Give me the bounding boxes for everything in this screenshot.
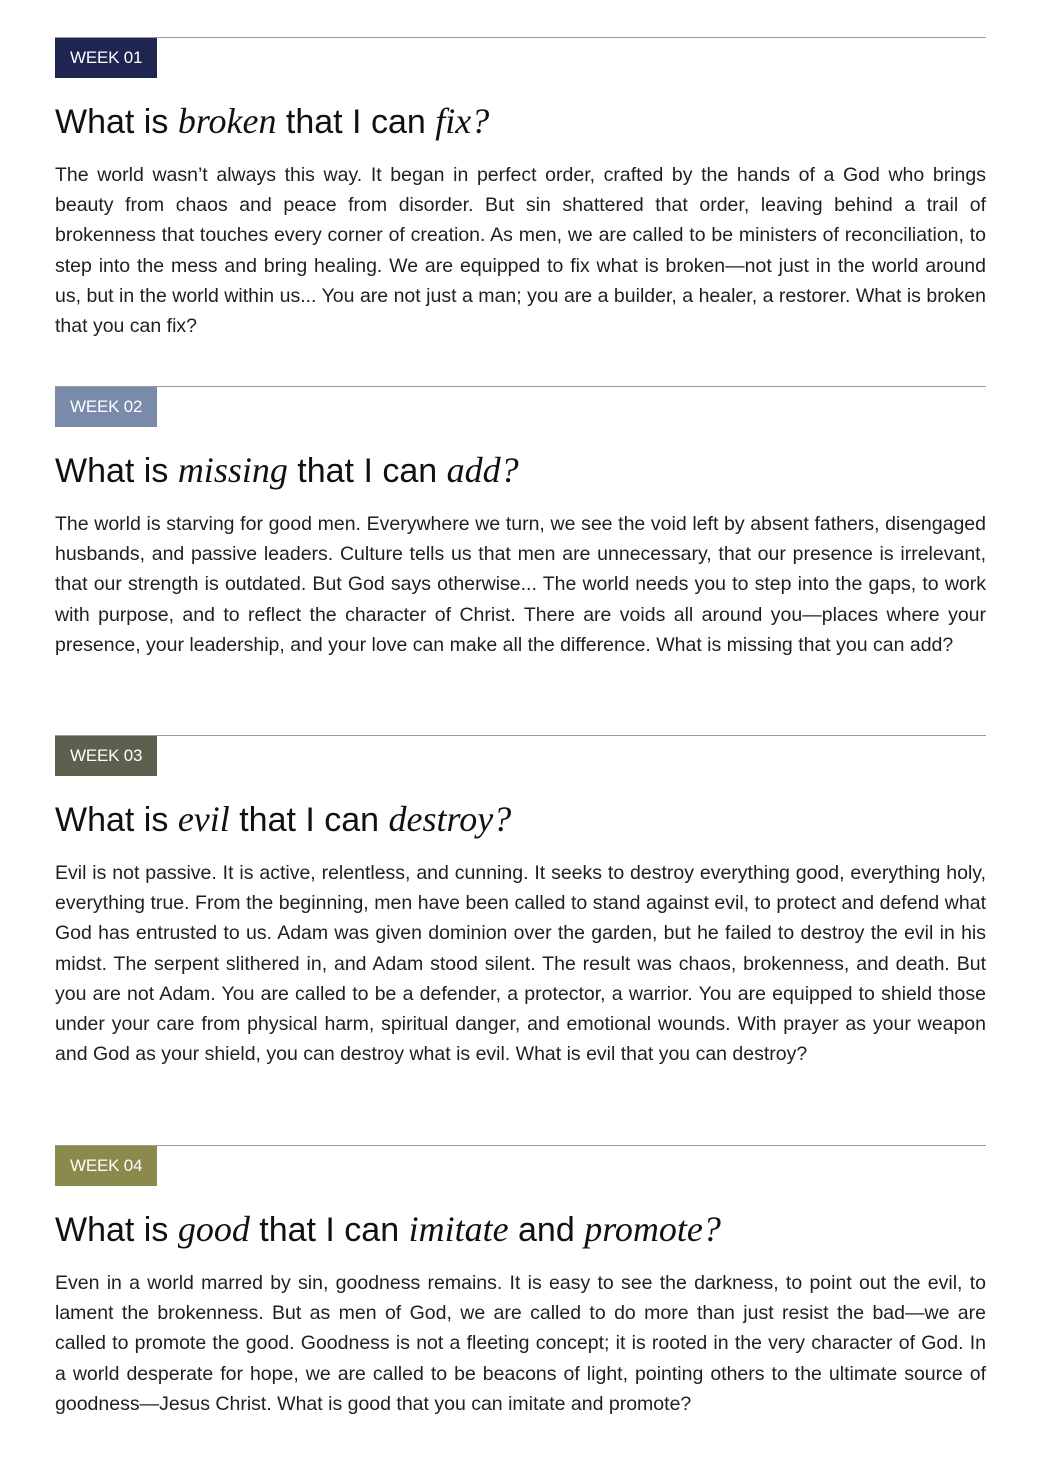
section-divider (55, 386, 986, 387)
heading-mid: that I can (229, 801, 389, 839)
heading-emphasis-1: broken (177, 101, 277, 141)
section-body: Evil is not passive. It is active, relentless, and cunning. It seeks to destroy everything good, everything holy, everything true. From the beginning, men have been called to stand against evil, to protect and defend what God has entrusted to us. Adam was given dominion over the garden, but he failed to destroy the evil in his midst. The serpent slithered in, and Adam stood silent. The result was chaos, brokenness, and death. But you are not Adam. You are called to be a defender, a protector, a warrior. You are equipped to shield those under your care from physical harm, spiritual danger, and emotional wounds. With prayer as your weapon and God as your shield, you can destroy what is evil. What is evil that you can destroy? (55, 862, 986, 1066)
section-body: The world is starving for good men. Everywhere we turn, we see the void left by absent fathers, disengaged husbands, and passive leaders. Culture tells us that men are unnecessary, that our presence is irrelevant, that our strength is outdated. But God says otherwise... The world needs you to step into the gaps, to work with purpose, and to reflect the character of Christ. There are voids all around you—places where your presence, your leadership, and your love can make all the difference. What is missing that you can add? (55, 513, 986, 656)
heading-emphasis-1: missing (177, 450, 288, 490)
heading-mid: that I can (249, 1211, 409, 1249)
section-divider (55, 1145, 986, 1146)
section-divider (55, 735, 986, 736)
heading-lead: What is (55, 1211, 178, 1249)
heading-lead: What is (55, 103, 178, 141)
section-heading (55, 101, 489, 142)
section-body: The world wasn’t always this way. It began in perfect order, crafted by the hands of a God who brings beauty from chaos and peace from disorder. But sin shattered that order, leaving behind a trail of brokenness that touches every corner of creation. As men, we are called to be ministers of reconciliation, to step into the mess and bring healing. We are equipped to fix what is broken—not just in the world around us, but in the world within us... You are not just a man; you are a builder, a healer, a restorer. What is broken that you can fix? (55, 164, 986, 338)
heading-mid-2: and (508, 1211, 585, 1249)
week-badge: WEEK 01 (55, 38, 157, 78)
week-badge: WEEK 04 (55, 1146, 157, 1186)
section-heading (55, 450, 519, 491)
heading-emphasis-2: add? (446, 450, 519, 490)
heading-mid: that I can (276, 103, 436, 141)
heading-lead: What is (55, 452, 178, 490)
heading-emphasis-2: fix? (435, 101, 490, 141)
week-badge: WEEK 02 (55, 387, 157, 427)
heading-emphasis-1: good (177, 1209, 250, 1249)
heading-mid: that I can (287, 452, 447, 490)
section-heading (55, 1209, 721, 1250)
heading-lead: What is (55, 801, 178, 839)
section-divider (55, 37, 986, 38)
heading-emphasis-1: evil (177, 799, 230, 839)
section-heading (55, 799, 511, 840)
section-body: Even in a world marred by sin, goodness remains. It is easy to see the darkness, to point out the evil, to lament the brokenness. But as men of God, we are called to do more than just resist the bad—we are called to promote the good. Goodness is not a fleeting concept; it is rooted in the very character of God. In a world desperate for hope, we are called to be beacons of light, pointing others to the ultimate source of goodness—Jesus Christ. What is good that you can imitate and promote? (55, 1272, 986, 1415)
heading-emphasis-3: promote? (584, 1209, 721, 1249)
heading-emphasis-2: destroy? (388, 799, 512, 839)
heading-emphasis-2: imitate (408, 1209, 509, 1249)
week-badge: WEEK 03 (55, 736, 157, 776)
